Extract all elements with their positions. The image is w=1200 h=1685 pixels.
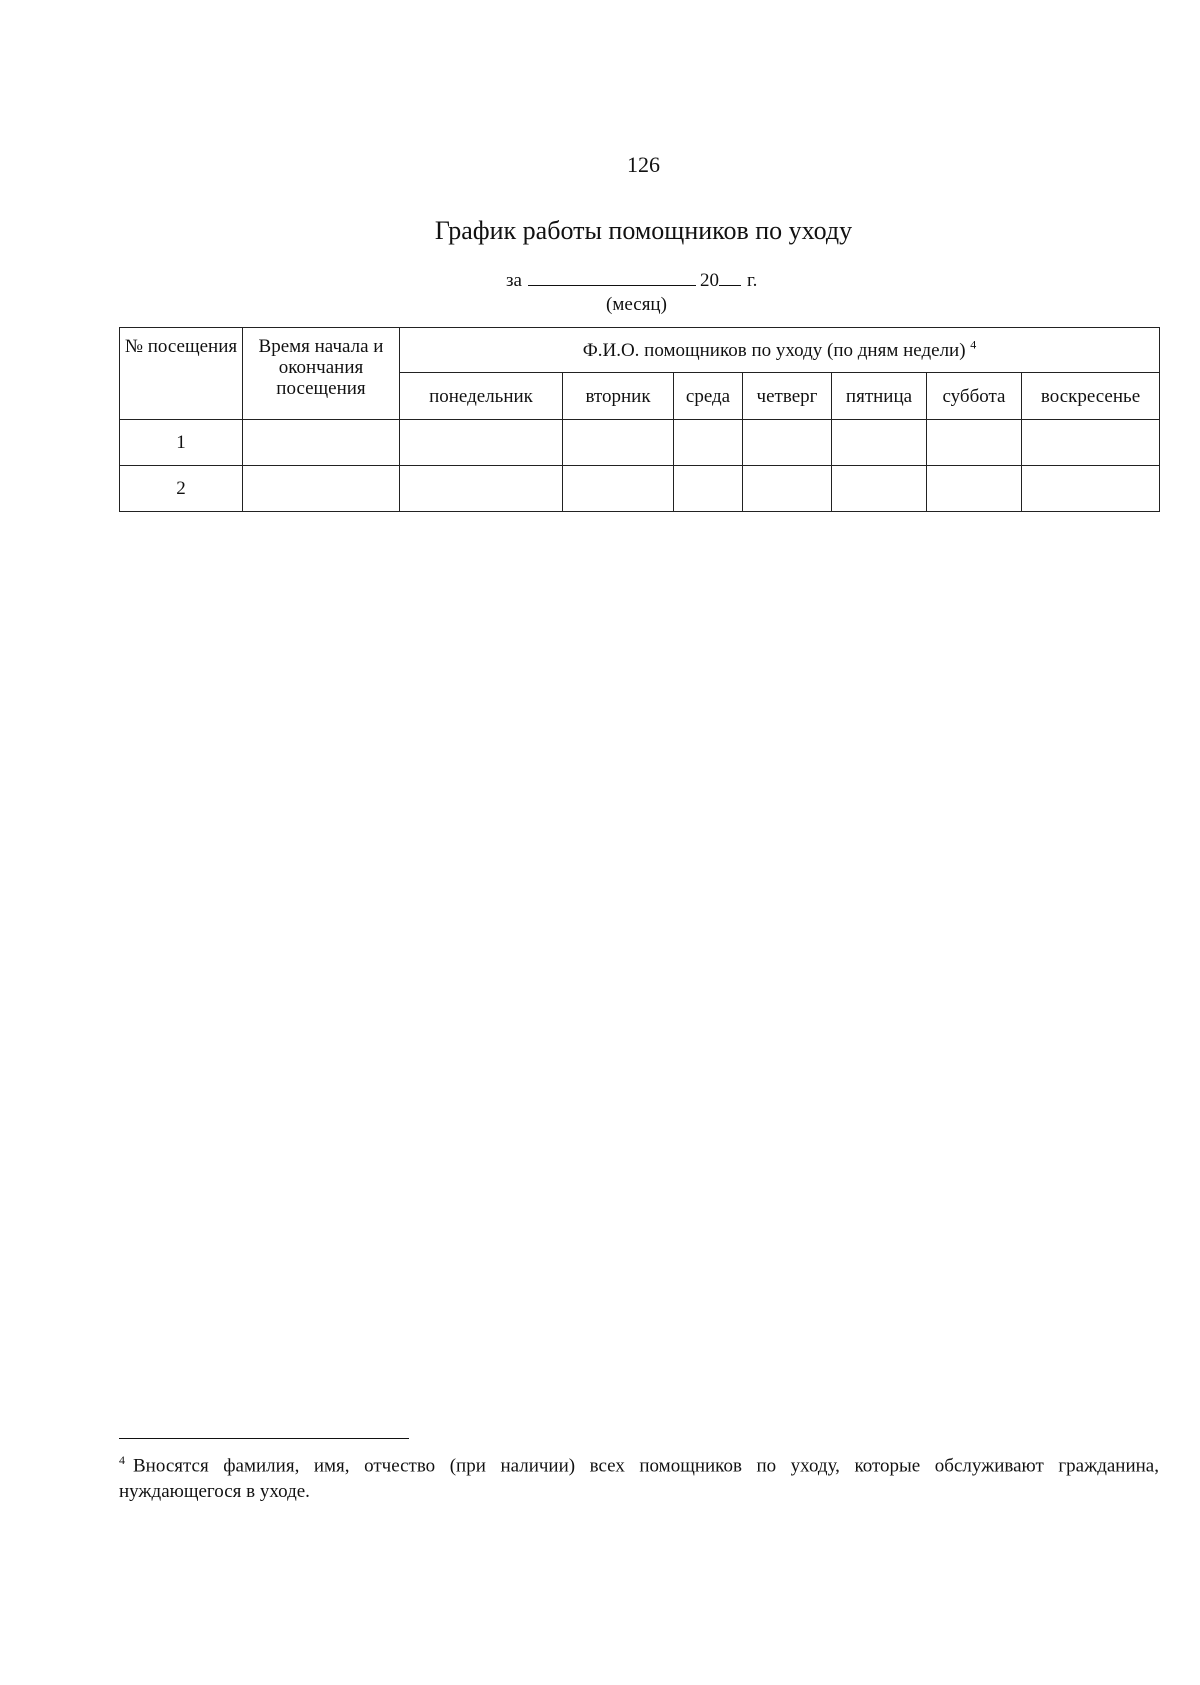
day-cell[interactable]	[927, 466, 1022, 512]
time-cell[interactable]	[243, 466, 400, 512]
footnote-divider	[119, 1438, 409, 1439]
schedule-table	[119, 327, 1160, 512]
page-title: График работы помощников по уходу	[434, 216, 853, 245]
day-cell[interactable]	[400, 420, 563, 466]
row-number: 1	[120, 420, 243, 466]
day-cell[interactable]	[743, 466, 832, 512]
day-header: вторник	[563, 373, 674, 420]
col-number-header: № посещения	[120, 328, 243, 420]
month-blank	[528, 268, 696, 286]
group-header	[400, 328, 1160, 373]
day-header: среда	[674, 373, 743, 420]
year-blank	[719, 268, 741, 286]
period-prefix: за	[506, 270, 522, 291]
day-cell[interactable]	[743, 420, 832, 466]
day-cell[interactable]	[674, 420, 743, 466]
day-header: четверг	[743, 373, 832, 420]
footnote	[119, 1447, 1159, 1505]
day-cell[interactable]	[832, 420, 927, 466]
day-cell[interactable]	[563, 420, 674, 466]
day-cell[interactable]	[1022, 420, 1160, 466]
row-number: 2	[120, 466, 243, 512]
year-suffix: г.	[746, 270, 758, 291]
footnote-text: Вносятся фамилия, имя, отчество (при наличии) всех помощников по уходу, которые обслуживают гражданина, нуждающегося в уходе.	[119, 1455, 1159, 1503]
day-header: пятница	[832, 373, 927, 420]
table-row	[120, 466, 1160, 512]
col-time-header: Время начала и окончания посещения	[243, 328, 400, 420]
time-cell[interactable]	[243, 420, 400, 466]
day-cell[interactable]	[832, 466, 927, 512]
footnote-mark: 4	[119, 1453, 125, 1467]
day-cell[interactable]	[400, 466, 563, 512]
footnote-ref: 4	[970, 337, 977, 352]
day-cell[interactable]	[674, 466, 743, 512]
day-cell[interactable]	[1022, 466, 1160, 512]
year-prefix: 20	[699, 270, 719, 291]
table-row	[120, 420, 1160, 466]
page-number: 126	[627, 152, 660, 177]
day-cell[interactable]	[927, 420, 1022, 466]
month-hint: (месяц)	[606, 294, 667, 315]
day-header: понедельник	[400, 373, 563, 420]
group-header-text: Ф.И.О. помощников по уходу (по дням недели)	[582, 339, 966, 361]
day-cell[interactable]	[563, 466, 674, 512]
period-line	[506, 268, 757, 292]
day-header: суббота	[927, 373, 1022, 420]
day-header: воскресенье	[1022, 373, 1160, 420]
